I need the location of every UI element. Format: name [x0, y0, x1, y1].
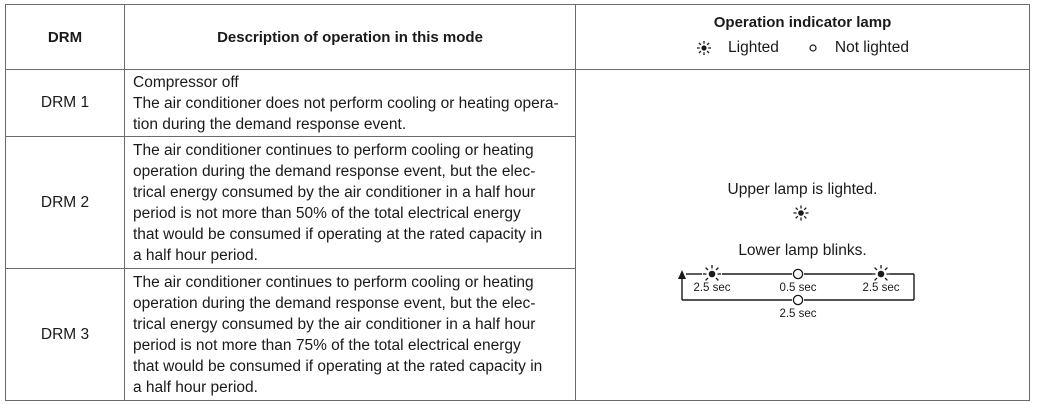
drm3-mode: DRM 3	[6, 269, 125, 401]
drm1-description	[125, 70, 576, 137]
desc-line: The air conditioner continues to perform cooling or heating	[133, 273, 534, 291]
timing-label: 2.5 sec	[779, 308, 817, 320]
lamp-legend	[576, 39, 1029, 57]
desc-line: The air conditioner does not perform cooling or heating opera-	[133, 94, 559, 112]
blink-timing-diagram	[672, 260, 922, 340]
drm2-mode: DRM 2	[6, 137, 125, 269]
desc-line: period is not more than 50% of the total electrical energy	[133, 204, 521, 222]
legend-not-lighted-label: Not lighted	[834, 39, 909, 56]
desc-line: a half hour period.	[133, 246, 258, 264]
blink-lighted-icon	[872, 265, 890, 280]
desc-line: operation during the demand response event, but the elec-	[133, 162, 536, 180]
header-lamp	[576, 5, 1030, 70]
drm1-mode: DRM 1	[6, 70, 125, 137]
timing-label: 2.5 sec	[862, 282, 900, 294]
desc-line: Compressor off	[133, 73, 239, 91]
upper-lamp-lighted-icon	[792, 204, 810, 222]
desc-line: that would be consumed if operating at the rated capacity in	[133, 357, 543, 375]
blink-unlit-icon	[793, 295, 802, 304]
blink-unlit-icon	[793, 269, 802, 278]
drm-table	[5, 4, 1030, 401]
desc-line: operation during the demand response event, but the elec-	[133, 294, 536, 312]
drm3-description	[125, 269, 576, 401]
desc-line: The air conditioner continues to perform cooling or heating	[133, 141, 534, 159]
lamp-title: Operation indicator lamp	[713, 14, 892, 31]
desc-line: period is not more than 75% of the total electrical energy	[133, 336, 521, 354]
desc-line: that would be consumed if operating at the rated capacity in	[133, 225, 543, 243]
lighted-lamp-icon	[696, 40, 712, 56]
desc-line: trical energy consumed by the air conditioner in a half hour	[133, 315, 536, 333]
desc-line: a half hour period.	[133, 378, 258, 396]
timing-label: 2.5 sec	[693, 282, 731, 294]
desc-line: trical energy consumed by the air conditioner in a half hour	[133, 183, 536, 201]
unlit-lamp-icon	[807, 42, 819, 54]
upper-lamp-text: Upper lamp is lighted.	[727, 181, 878, 198]
flow-arrow-icon	[678, 270, 686, 279]
timing-label: 0.5 sec	[779, 282, 817, 294]
blink-lighted-icon	[703, 265, 721, 280]
lower-lamp-text: Lower lamp blinks.	[738, 242, 867, 259]
drm2-description	[125, 137, 576, 269]
header-drm: DRM	[6, 5, 125, 70]
drm1-row	[6, 70, 1030, 137]
legend-lighted-label: Lighted	[728, 39, 779, 56]
header-description: Description of operation in this mode	[125, 5, 576, 70]
header-row	[6, 5, 1030, 70]
lamp-cell	[576, 70, 1030, 401]
desc-line: tion during the demand response event.	[133, 115, 407, 133]
